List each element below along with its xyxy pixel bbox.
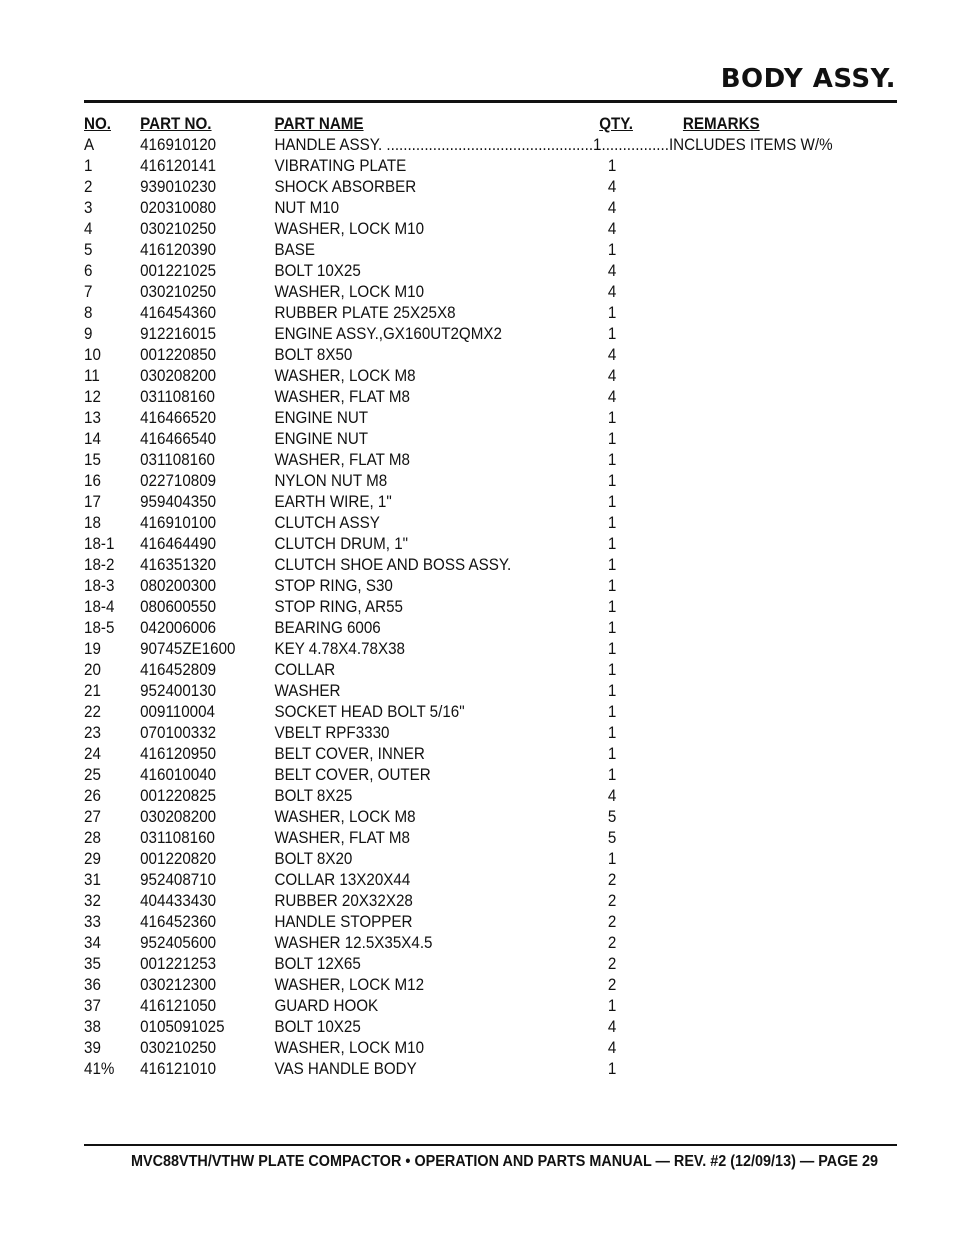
footer-divider — [84, 1144, 897, 1146]
row-no: 6 — [84, 262, 93, 280]
row-qty: 4 — [607, 367, 617, 385]
parts-table — [84, 114, 838, 1080]
row-part-name: BOLT 8X20 — [274, 850, 353, 868]
row-part-no: 952405600 — [140, 934, 217, 952]
row-no: 24 — [84, 745, 101, 763]
row-part-no: 416351320 — [140, 556, 217, 574]
row-part-no: 416121010 — [140, 1060, 217, 1078]
row-no: 18-5 — [84, 619, 115, 637]
table-row-handle-assy — [84, 135, 838, 156]
page-title: BODY ASSY. — [720, 64, 896, 94]
row-no: 9 — [84, 325, 93, 343]
table-row — [84, 891, 838, 912]
row-no: 33 — [84, 913, 101, 931]
table-row — [84, 744, 838, 765]
row-part-no: 031108160 — [140, 451, 215, 469]
table-row — [84, 597, 838, 618]
row-qty: 1 — [607, 577, 617, 595]
row-no: 15 — [84, 451, 101, 469]
row-qty: 1 — [607, 598, 617, 616]
table-row — [84, 912, 838, 933]
row-part-no: 416454360 — [140, 304, 217, 322]
row-qty: 1 — [607, 325, 617, 343]
row-qty: 4 — [607, 388, 617, 406]
table-row — [84, 198, 838, 219]
row-part-no: 001221025 — [140, 262, 217, 280]
row-part-no: 022710809 — [140, 472, 217, 490]
row-part-no: 001221253 — [140, 955, 217, 973]
row-part-no: 001220820 — [140, 850, 217, 868]
row-part-no: 001220850 — [140, 346, 217, 364]
row-part-no: 030208200 — [140, 367, 217, 385]
row-no: 12 — [84, 388, 101, 406]
row-no: 32 — [84, 892, 101, 910]
row-qty: 1 — [607, 409, 617, 427]
row-part-no: 031108160 — [140, 388, 215, 406]
row-part-name: BELT COVER, INNER — [274, 745, 425, 763]
row-part-name: CLUTCH SHOE AND BOSS ASSY. — [274, 556, 512, 574]
table-header-row — [84, 114, 838, 135]
table-row — [84, 1038, 838, 1059]
row-no: 3 — [84, 199, 93, 217]
row-part-no: 001220825 — [140, 787, 217, 805]
table-row — [84, 765, 838, 786]
table-row — [84, 534, 838, 555]
row-part-name: WASHER, FLAT M8 — [274, 451, 410, 469]
row-no: 18-2 — [84, 556, 115, 574]
row-part-name: BOLT 8X50 — [274, 346, 353, 364]
row-part-no: 020310080 — [140, 199, 217, 217]
row-no: 5 — [84, 241, 93, 259]
row-qty: 1 — [607, 619, 617, 637]
row-qty: 1 — [607, 535, 617, 553]
row-no: 1 — [84, 157, 93, 175]
row-qty: 1 — [607, 1060, 617, 1078]
table-row — [84, 1059, 838, 1080]
header-part-name: PART NAME — [274, 115, 364, 133]
table-row — [84, 723, 838, 744]
row-part-no: 070100332 — [140, 724, 217, 742]
table-row — [84, 807, 838, 828]
row-no: 18 — [84, 514, 101, 532]
table-row — [84, 387, 838, 408]
row-part-name: BOLT 10X25 — [274, 262, 361, 280]
table-row — [84, 366, 838, 387]
row-part-name: WASHER, LOCK M10 — [274, 220, 425, 238]
row-part-no: 030212300 — [140, 976, 217, 994]
row-part-name: COLLAR 13X20X44 — [274, 871, 411, 889]
table-row — [84, 870, 838, 891]
table-row — [84, 786, 838, 807]
header-part-no: PART NO. — [140, 115, 212, 133]
row-qty: 1 — [607, 766, 617, 784]
row-part-no: 416910100 — [140, 514, 217, 532]
row-part-no: 416120390 — [140, 241, 217, 259]
row-qty: 1 — [607, 703, 617, 721]
row-part-no: 030210250 — [140, 283, 217, 301]
row-part-name: VBELT RPF3330 — [274, 724, 390, 742]
table-row — [84, 156, 838, 177]
row-part-name: EARTH WIRE, 1" — [274, 493, 392, 511]
row-part-no: 416464490 — [140, 535, 217, 553]
row-qty: 1 — [607, 472, 617, 490]
row-no: 28 — [84, 829, 101, 847]
row-part-no: 416120141 — [140, 157, 217, 175]
row-no: 20 — [84, 661, 101, 679]
table-row — [84, 660, 838, 681]
row-qty: 4 — [607, 199, 617, 217]
row-part-name: BOLT 12X65 — [274, 955, 361, 973]
row-no: 8 — [84, 304, 93, 322]
row-qty: 1 — [607, 850, 617, 868]
row-no: 19 — [84, 640, 101, 658]
row-part-name: CLUTCH DRUM, 1" — [274, 535, 409, 553]
row-part-no: 031108160 — [140, 829, 215, 847]
row-part-no: 030208200 — [140, 808, 217, 826]
row-part-name: VAS HANDLE BODY — [274, 1060, 417, 1078]
row-part-name: WASHER, LOCK M12 — [274, 976, 425, 994]
table-row — [84, 177, 838, 198]
row-no: 18-4 — [84, 598, 115, 616]
row-part-no: 939010230 — [140, 178, 217, 196]
row-qty: 4 — [607, 787, 617, 805]
row-part-name: GUARD HOOK — [274, 997, 379, 1015]
row-part-name: SHOCK ABSORBER — [274, 178, 417, 196]
row-part-name: WASHER, FLAT M8 — [274, 829, 410, 847]
row-no: 26 — [84, 787, 101, 805]
table-row — [84, 702, 838, 723]
header-no: NO. — [84, 115, 111, 133]
row-no: 29 — [84, 850, 101, 868]
row-no: 4 — [84, 220, 93, 238]
table-body — [84, 156, 838, 1080]
row-qty: 4 — [607, 178, 617, 196]
row-part-name: ENGINE NUT — [274, 409, 369, 427]
row-part-no: 952400130 — [140, 682, 217, 700]
row-part-name: NYLON NUT M8 — [274, 472, 388, 490]
row-part-name: ENGINE ASSY.,GX160UT2QMX2 — [274, 325, 502, 343]
table-row — [84, 303, 838, 324]
row-part-no: 080600550 — [140, 598, 217, 616]
top-divider — [84, 100, 897, 103]
row-no: 17 — [84, 493, 101, 511]
row-part-no: 0105091025 — [140, 1018, 225, 1036]
table-row — [84, 219, 838, 240]
row-qty: 2 — [607, 892, 617, 910]
table-row — [84, 555, 838, 576]
table-row — [84, 240, 838, 261]
table-row — [84, 975, 838, 996]
row-no: 16 — [84, 472, 101, 490]
row-qty: 1 — [607, 682, 617, 700]
table-row — [84, 471, 838, 492]
row-part-name: NUT M10 — [274, 199, 340, 217]
row-part-name: KEY 4.78X4.78X38 — [274, 640, 405, 658]
table-row — [84, 828, 838, 849]
row-part-no: 080200300 — [140, 577, 217, 595]
row-qty: 1 — [607, 724, 617, 742]
row-qty: 1 — [607, 304, 617, 322]
row-part-no: 416466520 — [140, 409, 217, 427]
row-part-name: BOLT 10X25 — [274, 1018, 361, 1036]
row-no: A — [84, 136, 95, 154]
row-qty: 4 — [607, 220, 617, 238]
row-qty: 2 — [607, 934, 617, 952]
row-part-no: 030210250 — [140, 220, 217, 238]
row-no: 10 — [84, 346, 101, 364]
row-no: 13 — [84, 409, 101, 427]
row-qty: 1 — [607, 493, 617, 511]
row-part-name: BOLT 8X25 — [274, 787, 353, 805]
row-part-no: 959404350 — [140, 493, 217, 511]
header-remarks: REMARKS — [682, 115, 760, 133]
row-qty: 2 — [607, 871, 617, 889]
row-part-name: WASHER 12.5X35X4.5 — [274, 934, 433, 952]
table-row — [84, 492, 838, 513]
row-leader-text: HANDLE ASSY. .................................................1................INCLUDES ITEMS W/% — [274, 136, 833, 154]
row-part-no: 042006006 — [140, 619, 217, 637]
row-part-name: HANDLE STOPPER — [274, 913, 413, 931]
row-part-name: WASHER, LOCK M10 — [274, 283, 425, 301]
row-qty: 1 — [607, 997, 617, 1015]
table-row — [84, 450, 838, 471]
row-qty: 2 — [607, 976, 617, 994]
row-qty: 1 — [607, 451, 617, 469]
row-part-no: 90745ZE1600 — [140, 640, 236, 658]
row-qty: 2 — [607, 913, 617, 931]
table-row — [84, 933, 838, 954]
row-part-no: 416910120 — [140, 136, 217, 154]
row-part-name: WASHER — [274, 682, 341, 700]
table-row — [84, 639, 838, 660]
row-no: 22 — [84, 703, 101, 721]
page-footer: MVC88VTH/VTHW PLATE COMPACTOR • OPERATION AND PARTS MANUAL — REV. #2 (12/09/13) — PAGE 29 — [130, 1153, 878, 1170]
row-qty: 4 — [607, 1018, 617, 1036]
row-no: 18-3 — [84, 577, 115, 595]
table-row — [84, 513, 838, 534]
row-no: 11 — [84, 367, 100, 385]
row-no: 25 — [84, 766, 101, 784]
row-part-no: 416452809 — [140, 661, 217, 679]
row-no: 27 — [84, 808, 101, 826]
row-qty: 2 — [607, 955, 617, 973]
row-part-name: VIBRATING PLATE — [274, 157, 407, 175]
table-row — [84, 324, 838, 345]
row-no: 18-1 — [84, 535, 115, 553]
table-row — [84, 261, 838, 282]
row-part-no: 912216015 — [140, 325, 217, 343]
row-no: 38 — [84, 1018, 101, 1036]
row-part-no: 952408710 — [140, 871, 217, 889]
row-no: 39 — [84, 1039, 101, 1057]
row-part-name: BELT COVER, OUTER — [274, 766, 431, 784]
row-qty: 1 — [607, 241, 617, 259]
table-row — [84, 954, 838, 975]
row-qty: 1 — [607, 640, 617, 658]
row-part-name: BASE — [274, 241, 315, 259]
row-part-name: WASHER, LOCK M8 — [274, 367, 416, 385]
row-part-name: RUBBER 20X32X28 — [274, 892, 413, 910]
row-qty: 4 — [607, 262, 617, 280]
row-part-no: 416466540 — [140, 430, 217, 448]
row-qty: 4 — [607, 1039, 617, 1057]
row-part-name: STOP RING, S30 — [274, 577, 393, 595]
row-no: 2 — [84, 178, 93, 196]
row-qty: 1 — [607, 157, 617, 175]
row-part-name: WASHER, FLAT M8 — [274, 388, 410, 406]
row-qty: 5 — [607, 829, 617, 847]
table-row — [84, 408, 838, 429]
row-no: 41% — [84, 1060, 115, 1078]
row-no: 31 — [84, 871, 101, 889]
table-row — [84, 618, 838, 639]
row-part-name: SOCKET HEAD BOLT 5/16" — [274, 703, 465, 721]
row-qty: 1 — [607, 514, 617, 532]
row-part-no: 009110004 — [140, 703, 215, 721]
row-no: 21 — [84, 682, 101, 700]
table-row — [84, 1017, 838, 1038]
row-no: 37 — [84, 997, 101, 1015]
row-qty: 1 — [607, 661, 617, 679]
row-part-name: WASHER, LOCK M10 — [274, 1039, 425, 1057]
row-part-name: WASHER, LOCK M8 — [274, 808, 416, 826]
row-part-name: ENGINE NUT — [274, 430, 369, 448]
row-qty: 5 — [607, 808, 617, 826]
table-row — [84, 282, 838, 303]
table-row — [84, 429, 838, 450]
row-part-no: 416121050 — [140, 997, 217, 1015]
row-part-no: 030210250 — [140, 1039, 217, 1057]
row-no: 7 — [84, 283, 93, 301]
row-no: 36 — [84, 976, 101, 994]
row-part-no: 416120950 — [140, 745, 217, 763]
row-qty: 4 — [607, 283, 617, 301]
row-part-name: COLLAR — [274, 661, 336, 679]
table-row — [84, 576, 838, 597]
table-row — [84, 849, 838, 870]
row-qty: 4 — [607, 346, 617, 364]
row-qty: 1 — [607, 745, 617, 763]
table-row — [84, 996, 838, 1017]
table-row — [84, 345, 838, 366]
row-no: 23 — [84, 724, 101, 742]
row-no: 34 — [84, 934, 101, 952]
row-part-name: STOP RING, AR55 — [274, 598, 403, 616]
row-part-no: 416010040 — [140, 766, 217, 784]
row-qty: 1 — [607, 430, 617, 448]
row-part-no: 404433430 — [140, 892, 217, 910]
table-row — [84, 681, 838, 702]
row-no: 35 — [84, 955, 101, 973]
row-part-name: RUBBER PLATE 25X25X8 — [274, 304, 456, 322]
row-part-no: 416452360 — [140, 913, 217, 931]
row-no: 14 — [84, 430, 101, 448]
row-qty: 1 — [607, 556, 617, 574]
row-part-name: BEARING 6006 — [274, 619, 381, 637]
header-qty: QTY. — [599, 115, 633, 133]
row-part-name: CLUTCH ASSY — [274, 514, 380, 532]
